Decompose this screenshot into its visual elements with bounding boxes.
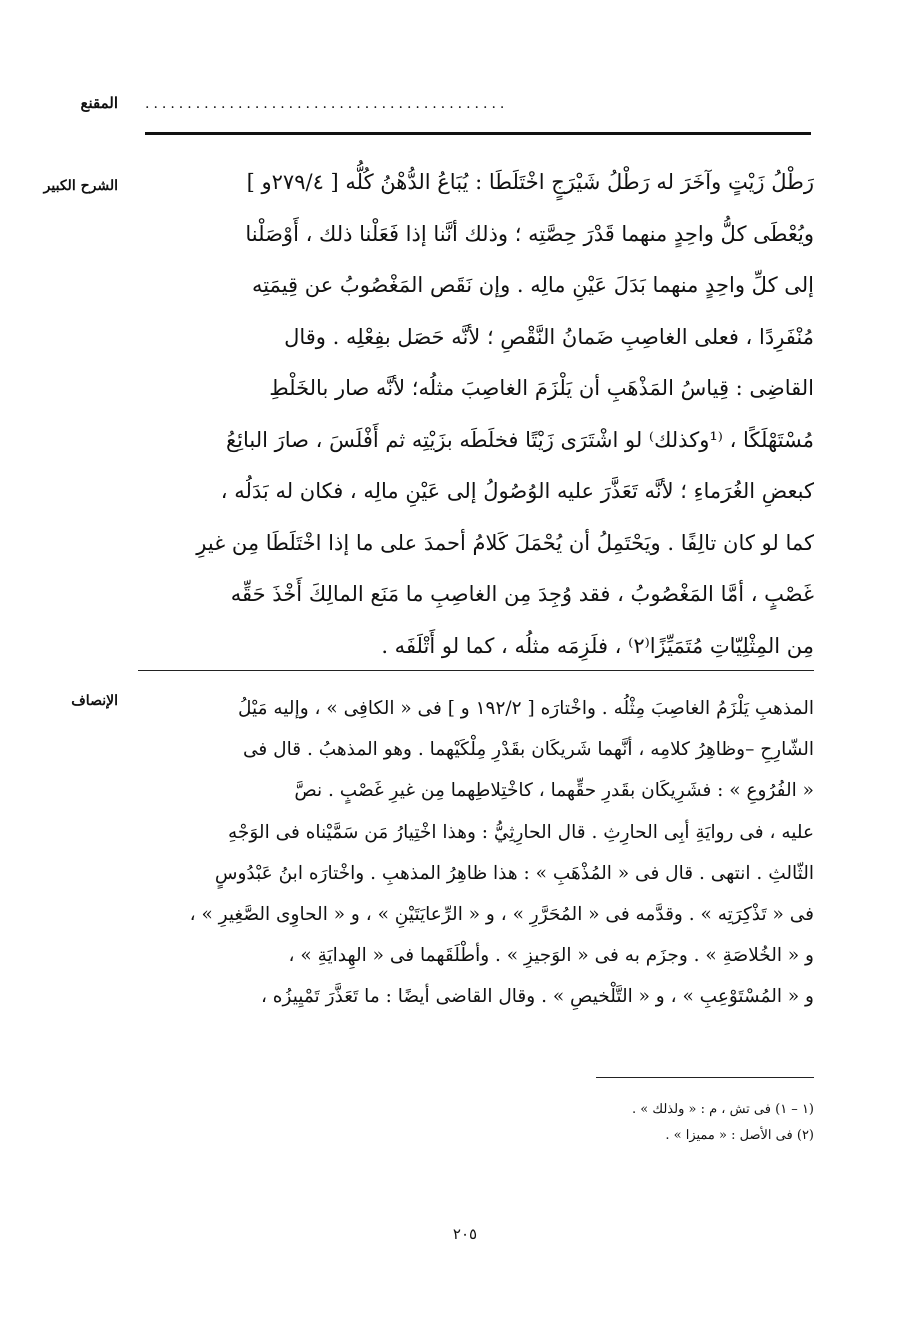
header-dot-leader: ........................................... xyxy=(145,96,509,112)
running-head: المقنع xyxy=(80,94,118,112)
section-label-insaf: الإنصاف xyxy=(71,693,118,709)
insaf-line: عليه ، فى روايَةِ أبِى الحارِثِ . قال الحارِثِيُّ : وهذا اخْتِيارُ مَن سَمَّيْناه فى الوَجْهِ xyxy=(228,821,814,843)
sharh-line: كبعضِ الغُرَماءِ ؛ لأنَّه تَعَذَّرَ عليه الوُصُولُ إلى عَيْنِ مالِه ، فكان له بَدَلُه ، xyxy=(220,479,814,503)
section-label-sharh: الشرح الكبير xyxy=(43,178,118,194)
sharh-line: ويُعْطَى كلُّ واحِدٍ منهما قَدْرَ حِصَّتِه ؛ وذلك أنَّنا إذا فَعَلْنا ذلك ، أَوْصَلْنا xyxy=(245,221,814,246)
insaf-line: المذهبِ يَلْزَمُ الغاصِبَ مِثْلُه . واخْتارَه [ ١٩٢/٢ و ] فى « الكافِى » ، وإليه مَيْلُ xyxy=(238,698,814,719)
sharh-line: كما لو كان تالِفًا . ويَحْتَمِلُ أن يُحْمَلَ كَلامُ أحمدَ على ما إذا اخْتَلَطَا مِن غيرِ xyxy=(196,530,814,555)
sharh-line: مُنْفَرِدًا ، فعلى الغاصِبِ ضَمانُ النَّقْصِ ؛ لأنَّه حَصَل بفِعْلِه . وقال xyxy=(284,324,814,349)
insaf-text-block xyxy=(138,688,814,1018)
insaf-line: الشّارِحِ –وظاهِرُ كلامِه ، أنَّهما شَريكَان بقَدْرِ مِلْكَيْهما . وهو المذهبُ . قال فى xyxy=(243,739,814,761)
section-divider xyxy=(138,670,814,671)
sharh-line: القاضِى : قِياسُ المَذْهَبِ أن يَلْزَمَ الغاصِبَ مثلُه؛ لأنَّه صار بالخَلْطِ xyxy=(269,376,814,400)
sharh-line: مِن المِثْلِيّاتِ مُتَمَيِّزًا⁽٢⁾ ، فلَزِمَه مثلُه ، كما لو أَتْلَفَه . xyxy=(381,633,814,658)
insaf-line: الثّالثِ . انتهى . قال فى « المُذْهَبِ » : هذا ظاهِرُ المذهبِ . واخْتارَه ابنُ عَبْدُوسٍ xyxy=(214,862,814,884)
insaf-line: و « المُسْتَوْعِبِ » ، و « التَّلْخيصِ » . وقال القاضى أيضًا : ما تَعَذَّرَ تَمْيِيزُه ، xyxy=(260,986,814,1008)
footnotes xyxy=(560,1097,814,1149)
sharh-line: رَطْلُ زَيْتٍ وآخَرَ له رَطْلُ شَيْرَجٍ اخْتَلَطَا : يُبَاعُ الدُّهْنُ كُلُّه [ ٢٧٩/٤و ] xyxy=(246,170,814,194)
footnote-rule xyxy=(596,1077,814,1078)
insaf-line: و « الخُلاصَةِ » . وجزَم به فى « الوَجيزِ » . وأطْلَقَهما فى « الهِدايَةِ » ، xyxy=(288,945,814,967)
sharh-line: إلى كلِّ واحِدٍ منهما بَدَلَ عَيْنِ مالِه . وإن نَقَص المَغْصُوبُ عن قِيمَتِه xyxy=(251,273,814,297)
footnote: (١ – ١) فى تش ، م : « ولذلك » . xyxy=(632,1102,814,1117)
footnote: (٢) فى الأصل : « مميزا » . xyxy=(665,1128,814,1143)
header-rule xyxy=(145,132,811,135)
sharh-text-block xyxy=(138,157,814,672)
sharh-line: مُسْتَهْلَكًا ، ⁽¹وكذلك⁾ لو اشْتَرَى زَيْتًا فخلَطَه بزَيْتِه ثم أَفْلَسَ ، صارَ البائِعُ xyxy=(225,427,814,452)
insaf-line: فى « تَذْكِرَتِه » . وقدَّمه فى « المُحَرَّرِ » ، و « الرِّعايَتَيْنِ » ، و « الحاوِى الصَّغِيرِ » ، xyxy=(189,903,814,925)
sharh-line: غَصْبٍ ، أمَّا المَغْصُوبُ ، فقد وُجِدَ مِن الغاصِبِ ما مَنَع المالِكَ أَخْذَ حَقِّه xyxy=(230,582,814,606)
page-number: ٢٠٥ xyxy=(452,1225,478,1243)
insaf-line: « الفُرُوعِ » : فشَرِيكَان بقَدرِ حقِّهما ، كاخْتِلاطِهما مِن غيرِ غَصْبٍ . نصَّ xyxy=(294,780,814,802)
